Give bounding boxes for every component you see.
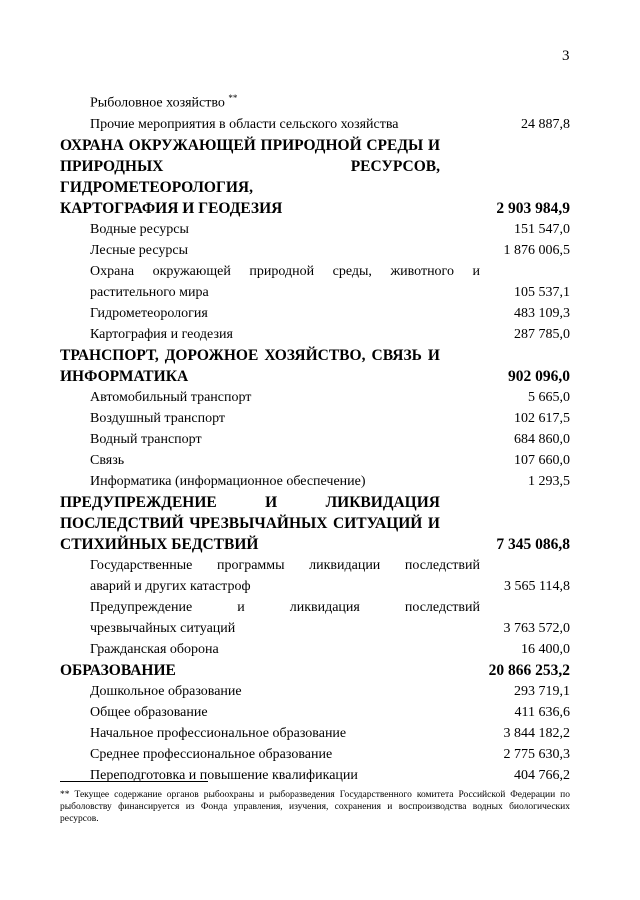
row-label-text: Прочие мероприятия в области сельского хозяйства bbox=[90, 116, 399, 132]
row-value: 102 617,5 bbox=[514, 410, 570, 426]
table-row bbox=[60, 639, 570, 660]
row-label bbox=[60, 324, 480, 345]
row-value: 105 537,1 bbox=[514, 284, 570, 300]
row-value: 483 109,3 bbox=[514, 305, 570, 321]
page-number: 3 bbox=[562, 48, 570, 64]
section-heading-text: ТРАНСПОРТ, ДОРОЖНОЕ ХОЗЯЙСТВО, СВЯЗЬ И bbox=[60, 346, 440, 364]
row-label-text: Среднее профессиональное образование bbox=[90, 746, 333, 762]
row-value: 107 660,0 bbox=[514, 452, 570, 468]
table-row bbox=[60, 303, 570, 324]
row-label: растительного мира bbox=[90, 284, 209, 300]
row-label-text: Информатика (информационное обеспечение) bbox=[90, 473, 366, 489]
row-label bbox=[60, 639, 480, 660]
row-label-text: Переподготовка и повышение квалификации bbox=[90, 767, 358, 783]
row-label bbox=[60, 88, 480, 114]
section-heading-text: ОХРАНА ОКРУЖАЮЩЕЙ ПРИРОДНОЙ СРЕДЫ И bbox=[60, 136, 440, 154]
section-heading bbox=[60, 492, 570, 513]
row-label: Предупреждение и ликвидация последствий bbox=[90, 599, 480, 615]
row-label-text: Гражданская оборона bbox=[90, 641, 219, 657]
row-label-text: Общее образование bbox=[90, 704, 208, 720]
section-heading bbox=[60, 345, 570, 366]
section-total: 20 866 253,2 bbox=[488, 661, 570, 679]
row-label bbox=[60, 681, 480, 702]
row-value: 151 547,0 bbox=[514, 221, 570, 237]
table-row bbox=[60, 219, 570, 240]
row-label bbox=[60, 429, 480, 450]
row-label bbox=[60, 387, 480, 408]
table-row bbox=[60, 282, 570, 303]
row-label bbox=[60, 114, 480, 135]
row-label-text: Начальное профессиональное образование bbox=[90, 725, 347, 741]
section-heading bbox=[60, 198, 570, 219]
row-value: 2 775 630,3 bbox=[503, 746, 570, 762]
row-value: 5 665,0 bbox=[528, 389, 570, 405]
row-label: Охрана окружающей природной среды, животного и bbox=[90, 263, 480, 279]
row-label: чрезвычайных ситуаций bbox=[90, 620, 236, 636]
table-row bbox=[60, 114, 570, 135]
table-row bbox=[60, 702, 570, 723]
table-row bbox=[60, 387, 570, 408]
section-heading bbox=[60, 534, 570, 555]
section-total: 7 345 086,8 bbox=[496, 535, 570, 553]
row-label-text: Картография и геодезия bbox=[90, 326, 233, 342]
row-label-text: Лесные ресурсы bbox=[90, 242, 188, 258]
table-row bbox=[60, 723, 570, 744]
table-row bbox=[60, 88, 570, 114]
budget-table bbox=[60, 88, 570, 786]
row-label: Государственные программы ликвидации последствий bbox=[90, 557, 480, 573]
table-row bbox=[60, 471, 570, 492]
row-value: 293 719,1 bbox=[514, 683, 570, 699]
section-heading bbox=[60, 513, 570, 534]
row-value: 3 565 114,8 bbox=[504, 578, 570, 594]
row-label-text: Автомобильный транспорт bbox=[90, 389, 252, 405]
row-label bbox=[60, 702, 480, 723]
row-label-text: Рыболовное хозяйство bbox=[90, 95, 225, 111]
row-label-text: Водный транспорт bbox=[90, 431, 202, 447]
section-heading bbox=[60, 156, 570, 198]
table-row bbox=[60, 597, 570, 618]
table-row bbox=[60, 450, 570, 471]
table-row bbox=[60, 324, 570, 345]
row-label-text: Водные ресурсы bbox=[90, 221, 189, 237]
row-value: 287 785,0 bbox=[514, 326, 570, 342]
row-label bbox=[60, 219, 480, 240]
section-total: 902 096,0 bbox=[508, 367, 570, 385]
table-row bbox=[60, 408, 570, 429]
row-value: 3 844 182,2 bbox=[503, 725, 570, 741]
row-value: 24 887,8 bbox=[521, 116, 570, 132]
table-row bbox=[60, 681, 570, 702]
table-row bbox=[60, 555, 570, 576]
table-row bbox=[60, 429, 570, 450]
table-row bbox=[60, 261, 570, 282]
row-label bbox=[60, 744, 480, 765]
section-heading-text: СТИХИЙНЫХ БЕДСТВИЙ bbox=[60, 535, 259, 553]
row-value: 3 763 572,0 bbox=[503, 620, 570, 636]
row-value: 1 876 006,5 bbox=[503, 242, 570, 258]
row-label bbox=[60, 450, 480, 471]
row-label bbox=[60, 303, 480, 324]
row-label bbox=[60, 723, 480, 744]
row-label bbox=[60, 765, 480, 786]
section-heading-text: ПРИРОДНЫХ РЕСУРСОВ, ГИДРОМЕТЕОРОЛОГИЯ, bbox=[60, 157, 440, 196]
section-heading-text: ПРЕДУПРЕЖДЕНИЕ И ЛИКВИДАЦИЯ bbox=[60, 493, 440, 511]
table-row bbox=[60, 576, 570, 597]
row-label bbox=[60, 471, 480, 492]
section-heading-text: ИНФОРМАТИКА bbox=[60, 367, 189, 385]
table-row bbox=[60, 744, 570, 765]
section-heading bbox=[60, 660, 570, 681]
row-value: 684 860,0 bbox=[514, 431, 570, 447]
footnote-marker: ** bbox=[228, 93, 238, 103]
section-heading-text: КАРТОГРАФИЯ И ГЕОДЕЗИЯ bbox=[60, 199, 283, 217]
row-label-text: Связь bbox=[90, 452, 125, 468]
row-label-text: Дошкольное образование bbox=[90, 683, 242, 699]
row-label: аварий и других катастроф bbox=[90, 578, 251, 594]
row-label bbox=[60, 240, 480, 261]
row-value: 411 636,6 bbox=[514, 704, 570, 720]
row-label bbox=[60, 408, 480, 429]
section-heading bbox=[60, 366, 570, 387]
section-heading bbox=[60, 135, 570, 156]
row-value: 404 766,2 bbox=[514, 767, 570, 783]
table-row bbox=[60, 240, 570, 261]
row-label-text: Гидрометеорология bbox=[90, 305, 208, 321]
section-heading-text: ОБРАЗОВАНИЕ bbox=[60, 661, 176, 679]
row-value: 1 293,5 bbox=[528, 473, 570, 489]
section-heading-text: ПОСЛЕДСТВИЙ ЧРЕЗВЫЧАЙНЫХ СИТУАЦИЙ И bbox=[60, 514, 440, 532]
table-row bbox=[60, 618, 570, 639]
row-value: 16 400,0 bbox=[521, 641, 570, 657]
row-label-text: Воздушный транспорт bbox=[90, 410, 226, 426]
footnote-divider bbox=[60, 781, 208, 782]
table-row bbox=[60, 765, 570, 786]
footnote: ** Текущее содержание органов рыбоохраны и рыборазведения Государственного комитета Российской Федерации по рыболовству финансируется из Фонда управления, изучения, сохранения и воспроизводства водных биологических ресурсов. bbox=[60, 790, 570, 824]
section-total: 2 903 984,9 bbox=[496, 199, 570, 217]
